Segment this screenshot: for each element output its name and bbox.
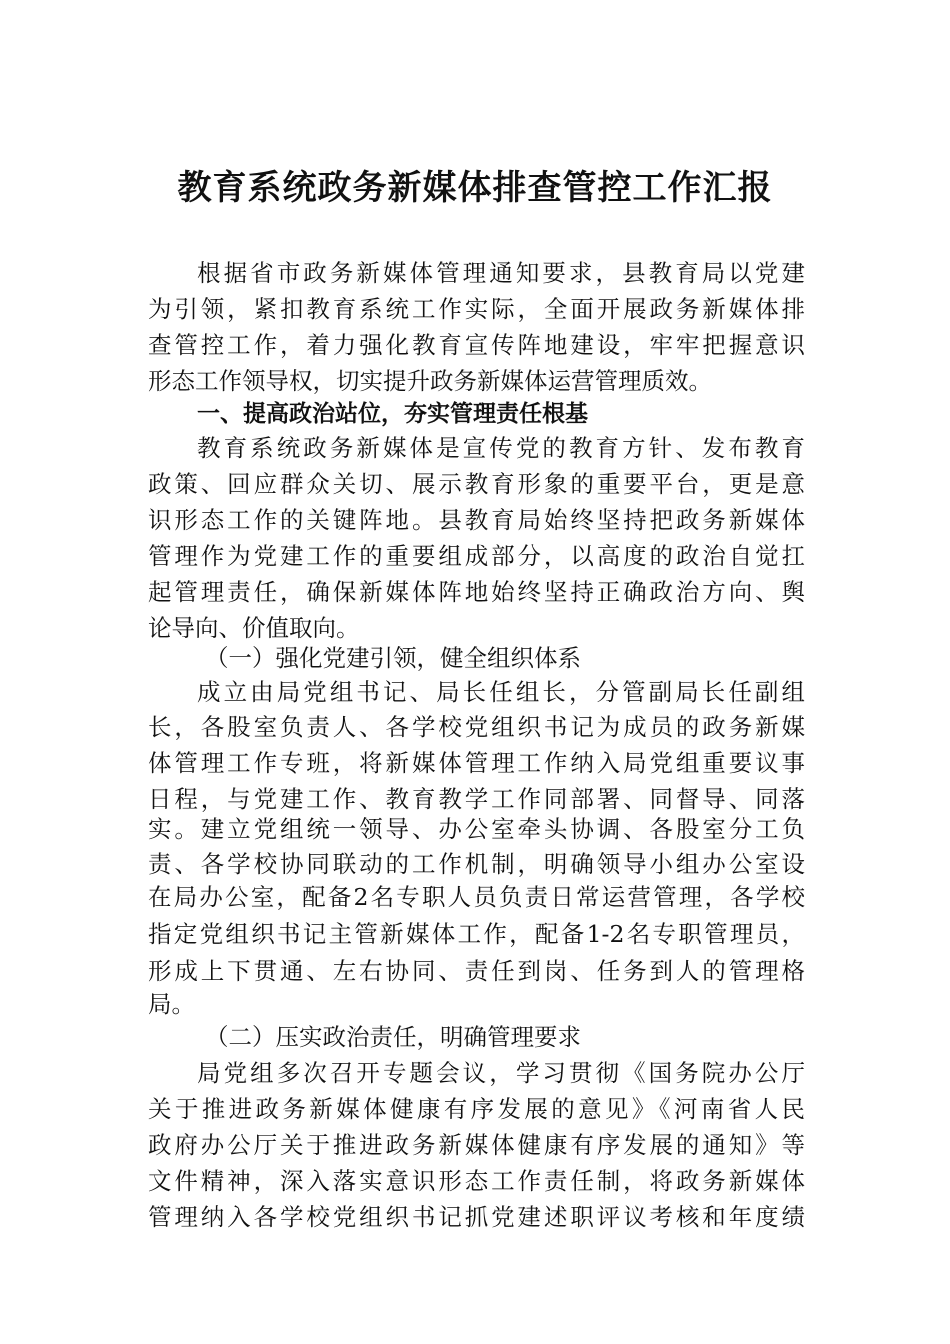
paragraph-line: 形成上下贯通、左右协同、责任到岗、任务到人的管理格 (148, 957, 805, 985)
paragraph-line: 起管理责任，确保新媒体阵地始终坚持正确政治方向、舆 (148, 578, 805, 606)
paragraph-line: 体管理工作专班，将新媒体管理工作纳入局党组重要议事 (148, 749, 805, 777)
paragraph-line: 成立由局党组书记、局长任组长，分管副局长任副组 (197, 678, 805, 706)
subsection-heading: （二）压实政治责任，明确管理要求 (205, 1023, 581, 1051)
paragraph-line: 管理作为党建工作的重要组成部分，以高度的政治自觉扛 (148, 542, 805, 570)
paragraph-line: 论导向、价值取向。 (148, 614, 360, 642)
paragraph-line: 长，各股室负责人、各学校党组织书记为成员的政务新媒 (148, 713, 805, 741)
paragraph-line: 形态工作领导权，切实提升政务新媒体运营管理质效。 (148, 367, 712, 395)
paragraph-line: 责、各学校协同联动的工作机制，明确领导小组办公室设 (148, 850, 805, 878)
paragraph-line: 识形态工作的关键阵地。县教育局始终坚持把政务新媒体 (148, 506, 805, 534)
paragraph-line: 政府办公厅关于推进政务新媒体健康有序发展的通知》等 (148, 1131, 805, 1159)
paragraph-line: 教育系统政务新媒体是宣传党的教育方针、发布教育 (197, 434, 805, 462)
paragraph-line: 查管控工作，着力强化教育宣传阵地建设，牢牢把握意识 (148, 331, 805, 359)
paragraph-line: 实。建立党组统一领导、办公室牵头协调、各股室分工负 (148, 815, 805, 843)
paragraph-line: 局党组多次召开专题会议，学习贯彻《国务院办公厅 (197, 1059, 805, 1087)
paragraph-line: 文件精神，深入落实意识形态工作责任制，将政务新媒体 (148, 1167, 805, 1195)
paragraph-line: 在局办公室，配备2名专职人员负责日常运营管理，各学校 (148, 883, 805, 911)
paragraph-line: 为引领，紧扣教育系统工作实际，全面开展政务新媒体排 (148, 295, 805, 323)
paragraph-line: 政策、回应群众关切、展示教育形象的重要平台，更是意 (148, 470, 805, 498)
paragraph-line: 管理纳入各学校党组织书记抓党建述职评议考核和年度绩 (148, 1203, 805, 1231)
paragraph-line: 指定党组织书记主管新媒体工作，配备1-2名专职管理员， (148, 920, 805, 948)
paragraph-line: 根据省市政务新媒体管理通知要求，县教育局以党建 (197, 259, 805, 287)
paragraph-line: 日程，与党建工作、教育教学工作同部署、同督导、同落 (148, 785, 805, 813)
section-heading: 一、提高政治站位，夯实管理责任根基 (197, 401, 588, 427)
paragraph-line: 关于推进政务新媒体健康有序发展的意见》《河南省人民 (148, 1095, 805, 1123)
document-title: 教育系统政务新媒体排查管控工作汇报 (177, 168, 773, 208)
paragraph-line: 局。 (148, 990, 195, 1018)
subsection-heading: （一）强化党建引领，健全组织体系 (205, 644, 581, 672)
